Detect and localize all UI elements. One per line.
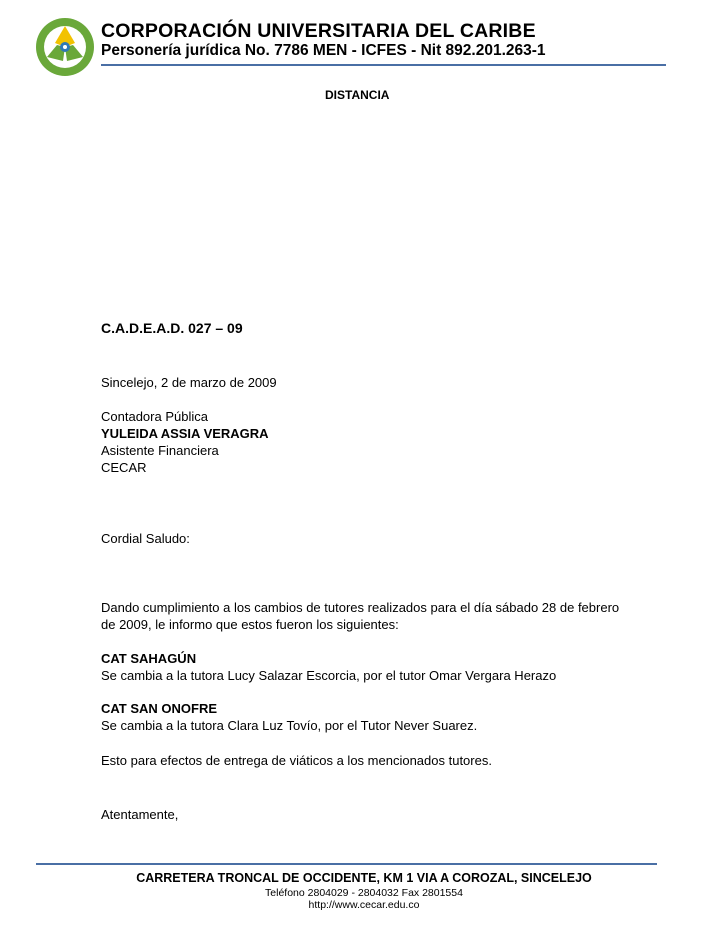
place-date: Sincelejo, 2 de marzo de 2009 — [101, 375, 277, 390]
recipient-name: YULEIDA ASSIA VERAGRA — [101, 426, 269, 441]
change-center-heading: CAT SAN ONOFRE — [101, 701, 218, 716]
footer-divider — [36, 863, 657, 865]
change-center-heading: CAT SAHAGÚN — [101, 651, 197, 666]
recipient-organization: CECAR — [101, 460, 147, 475]
reference-number: C.A.D.E.A.D. 027 – 09 — [101, 320, 243, 336]
organization-legal-info: Personería jurídica No. 7786 MEN - ICFES - Nit 892.201.263-1 — [101, 42, 546, 59]
greeting: Cordial Saludo: — [101, 531, 190, 546]
purpose-statement: Esto para efectos de entrega de viáticos a los mencionados tutores. — [101, 753, 492, 768]
recipient-title: Contadora Pública — [101, 409, 208, 424]
organization-name: CORPORACIÓN UNIVERSITARIA DEL CARIBE — [101, 20, 536, 42]
recipient-position: Asistente Financiera — [101, 443, 219, 458]
intro-paragraph-line-1: Dando cumplimiento a los cambios de tutores realizados para el día sábado 28 de febrero — [101, 600, 620, 615]
header-divider — [101, 64, 666, 66]
footer-address: CARRETERA TRONCAL DE OCCIDENTE, KM 1 VIA A COROZAL, SINCELEJO — [136, 871, 592, 885]
footer-website: http://www.cecar.edu.co — [308, 899, 420, 911]
closing: Atentamente, — [101, 807, 179, 822]
institution-seal-icon — [35, 17, 95, 77]
intro-paragraph-line-2: de 2009, le informo que estos fueron los siguientes: — [101, 617, 399, 632]
change-detail: Se cambia a la tutora Lucy Salazar Escorcia, por el tutor Omar Vergara Herazo — [101, 668, 557, 683]
department-label: DISTANCIA — [325, 88, 390, 102]
footer-phone: Teléfono 2804029 - 2804032 Fax 2801554 — [265, 887, 463, 899]
change-detail: Se cambia a la tutora Clara Luz Tovío, por el Tutor Never Suarez. — [101, 718, 478, 733]
